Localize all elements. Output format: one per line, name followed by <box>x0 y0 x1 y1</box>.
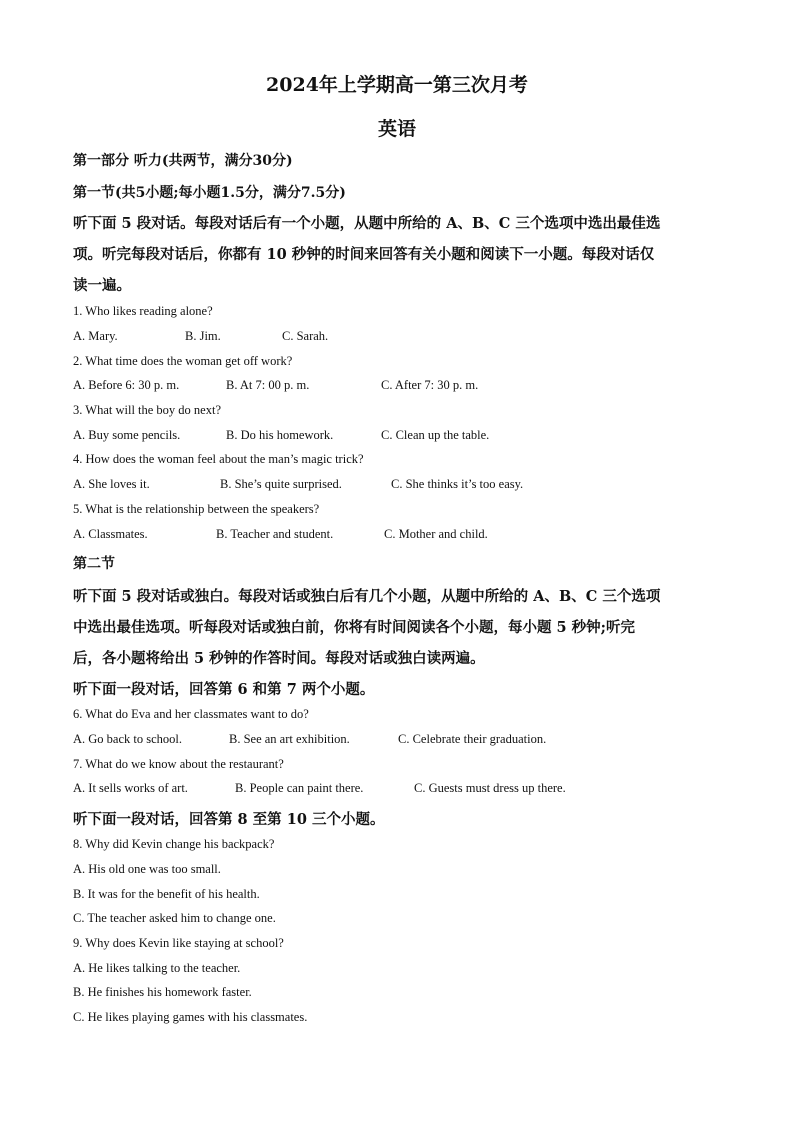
option-a: A. His old one was too small. <box>73 862 221 876</box>
option-b: B. People can paint there. <box>235 781 364 795</box>
option-c: C. Clean up the table. <box>381 428 490 442</box>
question-text: 8. Why did Kevin change his backpack? <box>73 837 275 851</box>
question-text: 7. What do we know about the restaurant? <box>73 757 284 771</box>
option-a: A. Before 6: 30 p. m. <box>73 378 180 392</box>
option-b: B. Do his homework. <box>226 428 334 442</box>
subject-title: 英语 <box>377 118 416 140</box>
instruction-line: 中选出最佳选项。听每段对话或独白前，你将有时间阅读各个小题，每小题 5 秒钟;听完 <box>73 619 636 636</box>
option-c: C. After 7: 30 p. m. <box>381 378 479 392</box>
option-b: B. At 7: 00 p. m. <box>226 378 310 392</box>
instruction-line: 后，各小题将给出 5 秒钟的作答时间。每段对话或独白读两遍。 <box>73 650 485 667</box>
section-heading: 第二节 <box>73 556 115 572</box>
question-text: 4. How does the woman feel about the man’s magic trick? <box>73 452 364 466</box>
option-b: B. He finishes his homework faster. <box>73 985 252 999</box>
instruction-line: 读一遍。 <box>73 277 131 294</box>
passage-intro: 听下面一段对话，回答第 6 和第 7 两个小题。 <box>73 681 375 698</box>
question-text: 6. What do Eva and her classmates want to do? <box>73 707 309 721</box>
passage-intro: 听下面一段对话，回答第 8 至第 10 三个小题。 <box>73 811 385 828</box>
exam-title: 2024年上学期高一第三次月考 <box>266 74 528 96</box>
option-a: A. Go back to school. <box>73 732 183 746</box>
question-text: 5. What is the relationship between the speakers? <box>73 502 320 516</box>
option-a: A. It sells works of art. <box>73 781 188 795</box>
question-text: 2. What time does the woman get off work? <box>73 354 293 368</box>
option-a: A. Mary. <box>73 329 118 343</box>
option-c: C. Mother and child. <box>384 527 488 541</box>
option-c: C. The teacher asked him to change one. <box>73 911 276 925</box>
option-b: B. She’s quite surprised. <box>220 477 342 491</box>
option-c: C. She thinks it’s too easy. <box>391 477 524 491</box>
question-text: 9. Why does Kevin like staying at school? <box>73 936 284 950</box>
option-a: A. She loves it. <box>73 477 150 491</box>
option-c: C. Celebrate their graduation. <box>398 732 547 746</box>
question-text: 1. Who likes reading alone? <box>73 304 213 318</box>
section-heading: 第一节(共5小题;每小题1.5分，满分7.5分) <box>73 185 346 201</box>
part-heading: 第一部分 听力(共两节，满分30分) <box>73 153 293 169</box>
option-c: C. Guests must dress up there. <box>414 781 566 795</box>
option-b: B. Teacher and student. <box>216 527 334 541</box>
instruction-line: 听下面 5 段对话或独白。每段对话或独白后有几个小题，从题中所给的 A、B、C 三个选项 <box>73 588 661 605</box>
question-text: 3. What will the boy do next? <box>73 403 222 417</box>
option-c: C. Sarah. <box>282 329 329 343</box>
option-a: A. Buy some pencils. <box>73 428 181 442</box>
option-a: A. Classmates. <box>73 527 148 541</box>
option-c: C. He likes playing games with his classmates. <box>73 1010 308 1024</box>
option-a: A. He likes talking to the teacher. <box>73 961 241 975</box>
option-b: B. See an art exhibition. <box>229 732 350 746</box>
option-b: B. Jim. <box>185 329 221 343</box>
instruction-line: 听下面 5 段对话。每段对话后有一个小题，从题中所给的 A、B、C 三个选项中选出最佳选 <box>73 215 661 232</box>
option-b: B. It was for the benefit of his health. <box>73 887 260 901</box>
instruction-line: 项。听完每段对话后，你都有 10 秒钟的时间来回答有关小题和阅读下一小题。每段对话仅 <box>73 246 655 263</box>
